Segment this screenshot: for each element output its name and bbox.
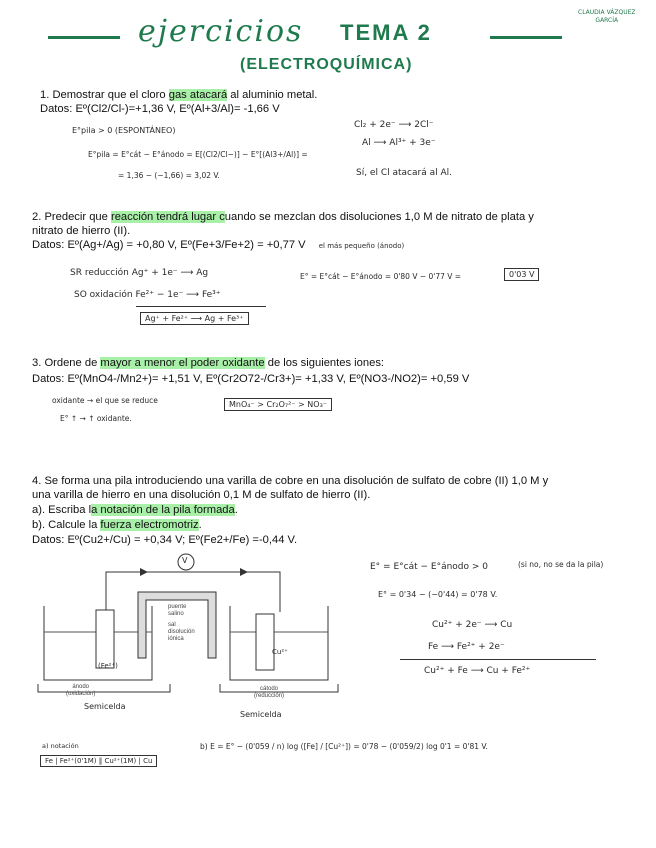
- bridge-label-3: sal: [168, 622, 176, 628]
- ex1-note-2: E°pila = E°cát − E°ánodo = E[(Cl2/Cl−)] − E°[(Al3+/Al)] =: [88, 150, 308, 159]
- catodo-label-2: (reducción): [254, 693, 285, 699]
- ex2-statement: [32, 210, 534, 224]
- ex1-highlight: gas atacará: [168, 89, 228, 101]
- ex2-post: uando se mezclan dos disoluciones 1,0 M de nitrato de plata y: [224, 211, 534, 223]
- ex2-datos: [32, 238, 404, 253]
- ex1-reaction-2: Al ⟶ Al³⁺ + 3e⁻: [362, 138, 436, 148]
- ex1-reaction-1: Cl₂ + 2e⁻ ⟶ 2Cl⁻: [354, 120, 434, 130]
- ex4-line2: una varilla de hierro en una disolución 0,1 M de sulfato de hierro (II).: [32, 489, 371, 501]
- ex3-post: de los siguientes iones:: [264, 357, 385, 369]
- ex2-equation: E° = E°cát − E°ánodo = 0'80 V − 0'77 V =: [300, 272, 462, 281]
- title-line-right: [490, 36, 562, 39]
- ex1-pre: 1. Demostrar que el cloro: [40, 89, 169, 101]
- ex2-pre: 2. Predecir que: [32, 211, 111, 223]
- ex4-reaction-1: Cu²⁺ + 2e⁻ ⟶ Cu: [432, 620, 513, 630]
- ex2-so: SO oxidación Fe²⁺ − 1e⁻ ⟶ Fe³⁺: [74, 290, 221, 300]
- anodo-label: [66, 684, 95, 698]
- title-line-left: [48, 36, 120, 39]
- ex4-b-highlight: fuerza electromotriz: [100, 519, 199, 531]
- voltmeter-label: V: [182, 556, 188, 565]
- electron-arrow-1: [140, 568, 148, 576]
- ex4-reaction-global: Cu²⁺ + Fe ⟶ Cu + Fe²⁺: [424, 666, 531, 676]
- ex4-b-equation: b) E = E° − (0'059 / n) log ([Fe] / [Cu²⁺]) = 0'78 − (0'059/2) log 0'1 = 0'81 V.: [200, 742, 488, 751]
- ex3-statement: [32, 356, 384, 370]
- ex4-a-pre: a). Escriba l: [32, 504, 92, 516]
- ex1-statement: [40, 88, 317, 102]
- page-subtitle: (ELECTROQUÍMICA): [240, 56, 413, 73]
- ex2-line2: nitrato de hierro (II).: [32, 225, 131, 237]
- ex1-datos: Datos: Eº(Cl2/Cl-)=+1,36 V, Eº(Al+3/Al)= -1,66 V: [40, 103, 280, 115]
- catodo-label: [254, 686, 284, 700]
- ex3-pre: 3. Ordene de: [32, 357, 101, 369]
- ex3-order: MnO₄⁻ > Cr₂O₇²⁻ > NO₃⁻: [224, 398, 332, 411]
- ex2-highlight: reacción tendrá lugar c: [110, 211, 225, 223]
- author-line-2: GARCÍA: [595, 17, 619, 24]
- ex2-datos-text: Datos: Eº(Ag+/Ag) = +0,80 V, Eº(Fe+3/Fe+2) = +0,77 V: [32, 239, 306, 251]
- ex4-b-pre: b). Calcule la: [32, 519, 101, 531]
- ex2-result: 0'03 V: [504, 268, 539, 281]
- ex3-highlight: mayor a menor el poder oxidante: [100, 357, 265, 369]
- anodo-label-2: (oxidación): [66, 691, 96, 697]
- electrode-fe: [96, 610, 114, 668]
- electrode-cu: [256, 614, 274, 670]
- ex4-e1-side: (si no, no se da la pila): [518, 560, 604, 569]
- bridge-label-4: disolución: [168, 629, 195, 635]
- ex1-conclusion: Sí, el Cl atacará al Al.: [356, 168, 452, 178]
- ex2-global: Ag⁺ + Fe²⁺ ⟶ Ag + Fe³⁺: [140, 312, 249, 325]
- ex2-divider: [136, 306, 266, 307]
- cu-ion-label: Cu²⁺: [272, 648, 288, 656]
- catodo-label-1: cátodo: [260, 686, 279, 692]
- ex4-b-post: .: [198, 519, 202, 531]
- beaker-right: [230, 606, 328, 680]
- ex4-a-highlight: a notación de la pila formada: [91, 504, 235, 516]
- bridge-labels: [168, 604, 195, 643]
- bracket-left: [38, 684, 170, 692]
- ex4-line1: 4. Se forma una pila introduciendo una varilla de cobre en una disolución de sulfato de cobre (II) 1,0 M y: [32, 475, 549, 487]
- ex4-e2: E° = 0'34 − (−0'44) = 0'78 V.: [378, 590, 498, 599]
- ex3-datos: Datos: Eº(MnO4-/Mn2+)= +1,51 V, Eº(Cr2O72-/Cr3+)= +1,33 V, Eº(NO3-/NO2)= +0,59 V: [32, 373, 470, 385]
- ex4-notation: Fe | Fe²⁺(0'1M) ‖ Cu²⁺(1M) | Cu: [40, 755, 157, 767]
- ex4-reaction-2: Fe ⟶ Fe²⁺ + 2e⁻: [428, 642, 505, 652]
- bridge-label-1: puente: [168, 604, 187, 610]
- ex4-a-post: .: [234, 504, 238, 516]
- semicelda-right: Semicelda: [240, 710, 282, 719]
- ex1-post: al aluminio metal.: [227, 89, 318, 101]
- anodo-label-1: ánodo: [72, 684, 90, 690]
- electron-arrow-2: [240, 568, 248, 576]
- ex4-a: [32, 503, 238, 517]
- author-line-1: CLAUDIA VÁZQUEZ: [578, 9, 636, 16]
- ex1-note-3: = 1,36 − (−1,66) = 3,02 V.: [118, 171, 220, 180]
- ex4-e1: E° = E°cát − E°ánodo > 0: [370, 562, 489, 572]
- ex3-note-1: oxidante → el que se reduce: [52, 396, 158, 405]
- ex2-sr: SR reducción Ag⁺ + 1e⁻ ⟶ Ag: [70, 268, 209, 278]
- fe-ion-label: (Fe²⁺): [98, 662, 118, 670]
- ex4-a-label: a) notación: [42, 742, 79, 750]
- author-name: [578, 9, 636, 25]
- ex2-note-small: el más pequeño (ánodo): [318, 242, 405, 250]
- ex4-b: [32, 518, 202, 532]
- ex4-divider: [400, 659, 596, 660]
- page-title: ejercicios: [138, 14, 304, 49]
- ex3-note-2: E° ↑ → ↑ oxidante.: [60, 414, 132, 423]
- page-title-tema: TEMA 2: [340, 20, 432, 45]
- bridge-label-2: salino: [168, 611, 184, 617]
- ex4-datos: Datos: Eº(Cu2+/Cu) = +0,34 V; Eº(Fe2+/Fe) =-0,44 V.: [32, 534, 298, 546]
- bridge-label-5: iónica: [168, 636, 184, 642]
- semicelda-left: Semicelda: [84, 702, 126, 711]
- ex1-note-1: E°pila > 0 (ESPONTÁNEO): [72, 126, 176, 135]
